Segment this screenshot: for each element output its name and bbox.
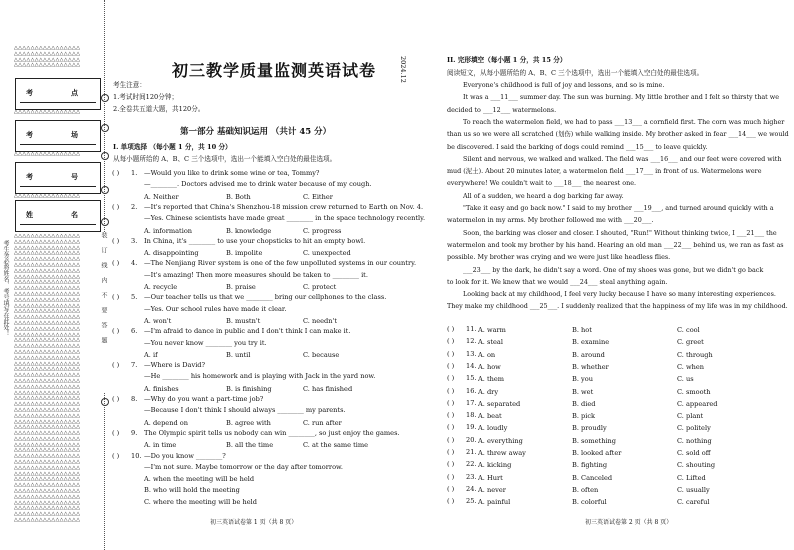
- answer-option[interactable]: B. often: [572, 485, 599, 494]
- answer-option[interactable]: A. information: [144, 226, 193, 235]
- answer-option[interactable]: C. appeared: [677, 399, 718, 408]
- answer-option[interactable]: B. who will hold the meeting: [144, 486, 240, 495]
- answer-option[interactable]: B. wet: [572, 387, 594, 396]
- question-number: 21.: [466, 448, 477, 456]
- answer-bracket[interactable]: ( ): [447, 398, 455, 407]
- page-footer-left: 初三英语试卷第 1 页（共 8 页）: [210, 519, 298, 526]
- write-line: [20, 144, 96, 145]
- answer-bracket[interactable]: ( ): [447, 325, 455, 333]
- passage-line: than us so we were all scratched (划伤) while walking inside. My brother asked in fear ___14___ we would: [447, 130, 789, 139]
- answer-bracket[interactable]: ( ): [447, 460, 455, 469]
- answer-option[interactable]: C. because: [303, 350, 340, 359]
- passage-line: watermelon in my arms. My brother followed me with ___20___.: [447, 216, 654, 225]
- question-text: —Our teacher tells us that we ________ bring our cellphones to the class.: [144, 293, 387, 302]
- answer-option[interactable]: A. dry: [478, 387, 499, 396]
- answer-option[interactable]: A. beat: [478, 412, 502, 421]
- answer-option[interactable]: A. how: [478, 362, 501, 371]
- answer-option[interactable]: B. praise: [226, 283, 256, 291]
- candidate-warning: 考生务必将姓名、考号填写在此处！: [2, 240, 9, 336]
- answer-option[interactable]: C. where the meeting will be held: [144, 497, 257, 506]
- answer-option[interactable]: A. recycle: [144, 283, 178, 291]
- answer-option[interactable]: B. something: [572, 436, 617, 445]
- binding-hole: [101, 152, 109, 160]
- question-number: 20.: [466, 435, 477, 444]
- answer-bracket[interactable]: ( ): [447, 484, 455, 493]
- passage-line: to look for it. We knew that we would ___24___ steal anything again.: [447, 277, 668, 286]
- answer-option[interactable]: C. run after: [303, 418, 342, 427]
- answer-option[interactable]: A. everything: [478, 436, 523, 445]
- answer-option[interactable]: B. around: [572, 350, 605, 359]
- answer-bracket[interactable]: ( ): [112, 361, 120, 370]
- answer-option[interactable]: B. all the time: [226, 441, 274, 450]
- field-label: 点: [71, 88, 78, 97]
- page-footer-right: 初三英语试卷第 2 页（共 8 页）: [585, 519, 673, 526]
- binding-line-text: 装订线内不要答题: [100, 232, 107, 392]
- passage-line: everywhere! We couldn't wait to ___18___ the nearest one.: [447, 179, 637, 188]
- field-label: 场: [71, 130, 78, 139]
- field-label: 考: [26, 172, 33, 181]
- question-number: 2.: [131, 202, 138, 211]
- passage-line: watermelon and took my brother by his hand. Hearing an old man ___22___ behind us, we ran as fast as: [447, 240, 784, 249]
- passage-line: be discovered. I said the barking of dogs could remind ___15___ to leave quickly.: [447, 142, 708, 151]
- passage-line: ___23___ by the dark, he didn't say a word. One of my shoes was gone, but we didn't go back: [463, 265, 764, 274]
- answer-option[interactable]: C. shouting: [677, 461, 716, 470]
- answer-option[interactable]: C. protect: [303, 283, 337, 291]
- answer-bracket[interactable]: ( ): [447, 423, 455, 432]
- passage-line: Looking back at my childhood, I feel very lucky because I have so many interesting experiences.: [463, 290, 776, 299]
- answer-option[interactable]: A. steal: [478, 338, 503, 347]
- passage-line: It was a ___11___ summer day. The sun was burning. My little brother and I felt so thirsty that we: [463, 93, 779, 102]
- answer-option[interactable]: C. us: [677, 375, 694, 384]
- exam-site-field[interactable]: [15, 78, 101, 110]
- answer-bracket[interactable]: ( ): [112, 202, 120, 211]
- answer-option[interactable]: C. needn't: [303, 316, 337, 325]
- question-number: 24.: [466, 484, 477, 493]
- question-number: 14.: [466, 361, 477, 370]
- question-number: 7.: [131, 361, 138, 370]
- answer-option[interactable]: B. colorful: [572, 498, 607, 507]
- answer-option[interactable]: C. at the same time: [303, 441, 369, 450]
- answer-option[interactable]: B. looked after: [572, 449, 622, 457]
- answer-option[interactable]: A. won't: [144, 316, 172, 325]
- answer-bracket[interactable]: ( ): [447, 374, 455, 383]
- answer-bracket[interactable]: ( ): [112, 451, 120, 460]
- question-number: 19.: [466, 423, 477, 432]
- answer-bracket[interactable]: ( ): [112, 428, 120, 437]
- answer-option[interactable]: A. disappointing: [144, 249, 199, 258]
- question-number: 12.: [466, 337, 477, 346]
- question-text: —________. Doctors advised me to drink water because of my cough.: [144, 180, 372, 189]
- question-number: 3.: [131, 236, 138, 245]
- question-text: —I'm not sure. Maybe tomorrow or the day after tomorrow.: [144, 462, 344, 471]
- note-item: 2.全卷共五道大题，共120分。: [113, 105, 205, 113]
- answer-option[interactable]: C. smooth: [677, 387, 711, 396]
- question-text: —Yes. Our school rules have made it clear.: [144, 304, 287, 313]
- answer-option[interactable]: C. greet: [677, 338, 704, 347]
- question-text: —Why do you want a part-time job?: [144, 395, 264, 403]
- answer-option[interactable]: A. loudly: [478, 424, 508, 433]
- question-number: 13.: [466, 349, 477, 358]
- write-line: [20, 102, 96, 103]
- answer-option[interactable]: C. Lifted: [677, 473, 706, 482]
- question-text: —Because I don't think I should always ________ my parents.: [144, 406, 346, 415]
- answer-option[interactable]: A. if: [144, 350, 158, 359]
- exam-room-field[interactable]: [15, 120, 101, 152]
- question-text: —Would you like to drink some wine or tea, Tommy?: [144, 169, 320, 177]
- passage-line: possible. My brother was crying and we were just like headless flies.: [447, 253, 671, 262]
- answer-option[interactable]: B. pick: [572, 412, 596, 421]
- binding-hole: [101, 398, 109, 406]
- question-number: 18.: [466, 411, 477, 420]
- answer-option[interactable]: C. nothing: [677, 436, 712, 445]
- answer-option[interactable]: C. progress: [303, 226, 342, 235]
- field-label: 考: [26, 130, 33, 139]
- answer-option[interactable]: A. kicking: [478, 461, 512, 470]
- answer-option[interactable]: A. in time: [144, 441, 177, 450]
- answer-option[interactable]: B. is finishing: [226, 384, 272, 393]
- answer-option[interactable]: A. them: [478, 375, 505, 384]
- section-title: I. 单项选择 （每小题 1 分，共 10 分）: [113, 143, 232, 151]
- triangle-pattern: △△△△△△△△△△△△△△△△ △△△△△△△△△△△△△△△△ △△△△△△△△△△△△△△△△ △△△△△△△△△△△△△△△△: [14, 46, 81, 69]
- question-text: —I'm afraid to dance in public and I don't think I can make it.: [144, 327, 351, 336]
- answer-bracket[interactable]: ( ): [447, 411, 455, 420]
- passage-line: "Take it easy and go back now." I said to my brother ___19___, and turned around quickly with a: [463, 204, 774, 212]
- answer-option[interactable]: A. never: [478, 485, 506, 494]
- answer-bracket[interactable]: ( ): [447, 386, 455, 395]
- answer-option[interactable]: B. mustn't: [226, 316, 261, 325]
- answer-bracket[interactable]: ( ): [447, 448, 455, 456]
- question-number: 6.: [131, 327, 138, 336]
- question-text: —Where is David?: [144, 361, 206, 370]
- passage-line: All of a sudden, we heard a dog barking far away.: [463, 191, 624, 200]
- answer-option[interactable]: B. proudly: [572, 424, 607, 433]
- answer-option[interactable]: C. through: [677, 350, 713, 359]
- field-label: 号: [71, 172, 78, 181]
- answer-option[interactable]: C. usually: [677, 485, 710, 494]
- name-field[interactable]: [15, 200, 101, 232]
- question-number: 9.: [131, 428, 138, 437]
- note-item: 1.考试时间120分钟；: [113, 93, 179, 101]
- answer-bracket[interactable]: ( ): [112, 236, 120, 245]
- passage-line: To reach the watermelon field, we had to pass ___13___ a cornfield first. The corn was much higher: [463, 117, 785, 126]
- answer-bracket[interactable]: ( ): [112, 395, 120, 403]
- answer-bracket[interactable]: ( ): [447, 472, 455, 481]
- binding-hole: [101, 124, 109, 132]
- triangle-pattern: △△△△△△△△△△△△△△△△: [14, 194, 81, 199]
- answer-option[interactable]: B. Canceled: [572, 473, 613, 482]
- answer-bracket[interactable]: ( ): [112, 169, 120, 177]
- passage-line: decided to ___12___ watermelons.: [447, 105, 557, 114]
- question-number: 8.: [131, 395, 138, 403]
- answer-option[interactable]: A. finishes: [144, 384, 179, 393]
- triangle-pattern: △△△△△△△△△△△△△△△△: [14, 110, 81, 115]
- question-text: —It's reported that China's Shenzhou-18 mission crew returned to Earth on Nov. 4.: [144, 202, 424, 211]
- question-text: —It's amazing! Then more measures should be taken to ________ it.: [144, 270, 368, 279]
- answer-option[interactable]: C. when: [677, 362, 705, 371]
- question-text: In China, it's ________ to use your chopsticks to hit an empty bowl.: [144, 236, 366, 245]
- answer-option[interactable]: C. cool: [677, 326, 700, 334]
- answer-bracket[interactable]: ( ): [112, 293, 120, 302]
- question-text: —The Nenjiang River system is one of the few unpolluted systems in our country.: [144, 259, 417, 268]
- part-title: 第一部分 基础知识运用 （共计 45 分）: [180, 127, 332, 137]
- field-label: 姓: [26, 210, 33, 219]
- page-title: 初三教学质量监测英语试卷: [172, 61, 377, 80]
- answer-option[interactable]: B. whether: [572, 362, 609, 371]
- answer-option[interactable]: C. has finished: [303, 384, 353, 393]
- answer-option[interactable]: A. depend on: [144, 418, 188, 427]
- question-number: 4.: [131, 259, 138, 268]
- answer-option[interactable]: B. until: [226, 350, 251, 359]
- question-text: —You never know ________ you try it.: [144, 338, 267, 347]
- answer-option[interactable]: A. Neither: [144, 192, 179, 201]
- answer-bracket[interactable]: ( ): [112, 259, 120, 268]
- answer-option[interactable]: B. examine: [572, 338, 610, 347]
- question-number: 5.: [131, 293, 138, 302]
- question-number: 22.: [466, 460, 477, 469]
- answer-bracket[interactable]: ( ): [112, 327, 120, 336]
- answer-bracket[interactable]: ( ): [447, 361, 455, 370]
- write-line: [20, 224, 96, 225]
- triangle-pattern: △△△△△△△△△△△△△△△△: [14, 152, 81, 157]
- question-number: 10.: [131, 451, 142, 460]
- passage-line: mud (泥土). About 20 minutes later, a watermelon field ___17___ in front of us. Watermelons were: [447, 167, 762, 176]
- answer-option[interactable]: B. died: [572, 399, 596, 408]
- write-line: [20, 186, 96, 187]
- binding-strip: [0, 0, 118, 550]
- answer-bracket[interactable]: ( ): [447, 435, 455, 444]
- answer-bracket[interactable]: ( ): [447, 337, 455, 346]
- question-text: The Olympic spirit tells us nobody can win ________, so just enjoy the games.: [144, 428, 400, 437]
- answer-option[interactable]: B. knowledge: [226, 226, 272, 235]
- answer-option[interactable]: A. on: [478, 350, 496, 359]
- answer-option[interactable]: C. sold off: [677, 449, 711, 457]
- passage-line: Silent and nervous, we walked and walked. The field was ___16___ and our feet were covered with: [463, 154, 782, 163]
- exam-date: 2024.12: [399, 56, 407, 83]
- question-number: 17.: [466, 398, 477, 407]
- question-number: 23.: [466, 472, 477, 481]
- field-label: 考: [26, 88, 33, 97]
- answer-option[interactable]: B. hot: [572, 326, 592, 334]
- binding-hole: [101, 218, 109, 226]
- binding-hole: [101, 186, 109, 194]
- answer-option[interactable]: B. Both: [226, 192, 251, 201]
- answer-option[interactable]: C. careful: [677, 498, 710, 507]
- answer-option[interactable]: A. threw away: [478, 449, 526, 457]
- answer-option[interactable]: A. separated: [478, 399, 521, 408]
- answer-bracket[interactable]: ( ): [447, 349, 455, 358]
- question-text: —He ________ his homework and is playing with Jack in the yard now.: [144, 372, 376, 381]
- section-instruction: 阅读短文，从每小题所给的 A、B、C 三个选项中，选出一个能填入空白处的最佳选项。: [447, 69, 704, 77]
- binding-hole: [101, 94, 109, 102]
- answer-option[interactable]: B. fighting: [572, 461, 608, 470]
- answer-option[interactable]: B. agree with: [226, 418, 271, 427]
- triangle-pattern: △△△△△△△△△△△△△△△△ △△△△△△△△△△△△△△△△ △△△△△△△△△△△△△△△△ △△△△△△△△△△△△△△△△ △△△△△△△△△△△△△△△△ △△△△△△△△△△△△△△△△ △△△△△△△△△△△△△△△△ △△△△△△△△△△△△△△△△ △△△△△△△△△△△△△△△△ △△△△△△△△△△△△△△△△ △△△△△△△△△△△△△△△△ △△△△△△△△△△△△△△△△ △△△△△△△△△△△△△△△△ △△△△△△△△△△△△△△△△ △△△△△△△△△△△△△△△△ △△△△△△△△△△△△△△△△ △△△△△△△△△△△△△△△△ △△△△△△△△△△△△△△△△ △△△△△△△△△△△△△△△△ △△△△△△△△△△△△△△△△ △△△△△△△△△△△△△△△△ △△△△△△△△△△△△△△△△ △△△△△△△△△△△△△△△△ △△△△△△△△△△△△△△△△ △△△△△△△△△△△△△△△△ △△△△△△△△△△△△△△△△ △△△△△△△△△△△△△△△△ △△△△△△△△△△△△△△△△ △△△△△△△△△△△△△△△△ △△△△△△△△△△△△△△△△ △△△△△△△△△△△△△△△△ △△△△△△△△△△△△△△△△ △△△△△△△△△△△△△△△△ △△△△△△△△△△△△△△△△ △△△△△△△△△△△△△△△△ △△△△△△△△△△△△△△△△ △△△△△△△△△△△△△△△△ △△△△△△△△△△△△△△△△ △△△△△△△△△△△△△△△△ △△△△△△△△△△△△△△△△ △△△△△△△△△△△△△△△△ △△△△△△△△△△△△△△△△ △△△△△△△△△△△△△△△△ △△△△△△△△△△△△△△△△ △△△△△△△△△△△△△△△△ △△△△△△△△△△△△△△△△ △△△△△△△△△△△△△△△△ △△△△△△△△△△△△△△△△ △△△△△△△△△△△△△△△△ △△△△△△△△△△△△△△△△: [14, 234, 81, 524]
- answer-option[interactable]: B. you: [572, 375, 593, 384]
- answer-option[interactable]: B. impolite: [226, 249, 263, 258]
- field-label: 名: [71, 210, 78, 219]
- answer-bracket[interactable]: ( ): [447, 497, 455, 506]
- answer-option[interactable]: A. when the meeting will be held: [144, 475, 255, 484]
- answer-option[interactable]: A. painful: [478, 498, 511, 507]
- passage-line: Soon, the barking was closer and closer. I shouted, "Run!" Without thinking twice, I ___21___ the: [463, 228, 777, 237]
- answer-option[interactable]: A. warm: [478, 326, 506, 334]
- passage-line: Everyone's childhood is full of joy and lessons, and so is mine.: [463, 81, 665, 89]
- question-number: 11.: [466, 325, 477, 333]
- notes-heading: 考生注意：: [113, 81, 146, 89]
- section-instruction: 从每小题所给的 A、B、C 三个选项中，选出一个能填入空白处的最佳选项。: [113, 155, 337, 163]
- exam-number-field[interactable]: [15, 162, 101, 194]
- answer-option[interactable]: C. unexpected: [303, 249, 351, 258]
- answer-option[interactable]: C. Either: [303, 192, 333, 201]
- answer-option[interactable]: C. politely: [677, 424, 711, 433]
- question-text: —Do you know ________?: [144, 451, 226, 460]
- section-title: II. 完形填空（每小题 1 分，共 15 分）: [447, 56, 567, 64]
- question-text: —Yes. Chinese scientists have made great ________ in the space technology recently.: [144, 214, 426, 223]
- question-number: 25.: [466, 497, 477, 506]
- passage-line: They make my childhood ___25___. I suddenly realized that the happiness of my life was in my childhood.: [447, 302, 788, 311]
- question-number: 16.: [466, 386, 477, 395]
- question-number: 1.: [131, 169, 138, 177]
- answer-option[interactable]: C. plant: [677, 412, 704, 421]
- answer-option[interactable]: A. Hurt: [478, 473, 503, 482]
- question-number: 15.: [466, 374, 477, 383]
